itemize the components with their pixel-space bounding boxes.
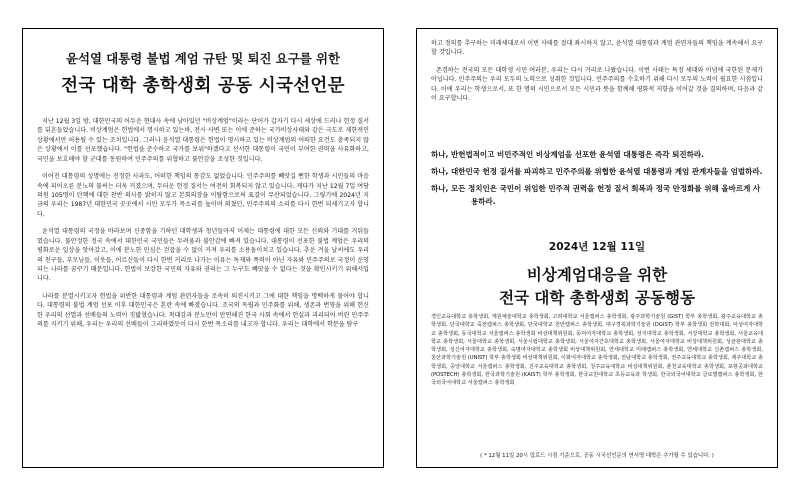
demand-item: 하나, 대한민국 헌정 질서를 파괴하고 민주주의를 위협한 윤석열 대통령과 계엄 관계자들을 엄벌하라. (431, 167, 763, 177)
statement-date: 2024년 12월 11일 (548, 241, 646, 253)
organization-name-line2: 전국 대학 총학생회 공동행동 (499, 289, 695, 307)
demands-list (431, 149, 763, 213)
organization-name-line1: 비상계엄대응을 위한 (526, 266, 668, 284)
statement-title: 전국 대학 총학생회 공동 시국선언문 (61, 76, 345, 96)
signatory-universities: 경인교육대학교 총학생회, 계원예술대학교 총학생회, 고려대학교 서울캠퍼스 총학생회, 광주과학기술원 (GIST) 학부 총학생회, 광주교육대학교 총학생회, 단국대학교 죽전캠퍼스 총학생회, 단국대학교 천안캠퍼스 총학생회, 대구경북과학기술원 (DGIST) 학부 총학생회 전학대회, 덕성여자대학교 총학생회, 동국대학교 서울캠퍼스 총학생회 비상대책위원회, 동덕여자대학교 총학생회, 상지대학교 총학생회, 서강대학교 총학생회, 서울교육대학교 총학생회, 서울대학교 총학생회, 서울시립대학교 총학생회, 서울여자간호대학교 총학생회, 서울여자대학교 비상대책위원회, 성균관대학교 총학생회, 성신여자대학교 총학생회, 숙명여자대학교 총학생회 비상대책위원회, 연세대학교 미래캠퍼스 총학생회, 연세대학교 신촌캠퍼스 총학생회, 울산과학기술원 (UNIST) 학부 총학생회 비상대책위원회, 이화여자대학교 총학생회, 전남대학교 총학생회, 전주교육대학교 총학생회, 제주대학교 총학생회, 중앙대학교 서울캠퍼스 총학생회, 진주교육대학교 총학생회, 청주교육대학교 비상대책위원회, 춘천교육대학교 총학생회, 포항공과대학교 (POSTECH) 총학생회, 한국과학기술원 (KAIST) 학부 총학생회, 한국교원대학교 초등교육과 학생회, 한국외국어대학교 글로벌캠퍼스 총학생회, 한국외국어대학교 서울캠퍼스 총학생회 (431, 314, 763, 387)
demand-item: 하나, 모든 정치인은 국민이 위임한 민주적 권력을 헌정 질서 회복과 정국 안정화를 위해 올바르게 사용하라. (431, 184, 761, 206)
statement-page-left (22, 28, 384, 468)
paragraph: 이어진 대통령의 성명에는 진정한 사과도, 어떠한 책임의 통감도 없었습니다. 민주주의를 빼앗길 뻔한 학생과 시민들의 마음속에 피어오른 분노의 불씨는 더욱 커졌으며, 두터운 헌정 질서는 여전히 회복되지 않고 있습니다. 게다가 지난 12월 7일 여당 의원 105명이 탄핵에 대한 찬반 의사를 밝히지 않고 본회의장을 이탈함으로써 표결이 무산되었습니다. 그렇기에 2024년 지금의 우리는 1987년 대한민국 곳곳에서 시민 모두가 목소리를 높이며 외쳤던, 민주주의의 소리를 다시 한번 되새기고자 합니다. (37, 173, 369, 218)
demand-item: 하나, 반헌법적이고 비민주적인 비상계엄을 선포한 윤석열 대통령은 즉각 퇴진하라. (431, 150, 704, 159)
paragraph: 하고 정의를 추구하는 미래세대로서 이번 사태를 절대 좌시하지 않고, 윤석열 대통령과 계엄 관련자들의 책임을 계속해서 요구할 것입니다. (431, 40, 763, 57)
statement-page-right (416, 28, 778, 468)
statement-body (37, 117, 369, 338)
paragraph: 나라를 분열시키고자 헌법을 위반한 대통령과 계엄 관련자들을 조속히 퇴진시키고 그에 대한 책임을 명백하게 물어야 합니다. 대통령의 불법 계엄 선포 이후 대한민국은 혼란 속에 빠졌습니다. 조국의 독립과 민주화를 위해, 생존과 번영을 위해 헌신한 우리의 선열과 선배들의 노력이 짓밟혔습니다. 척대감과 분노만이 만연해진 한국 사회 속에서 헌실과 괴리되어 버린 민주주의를 지키기 위해, 우리는 우리의 선배들이 그리하였듯이 다시 한번 목소리를 내고자 합니다. 우리는 대학에서 학문을 탐구 (37, 293, 369, 329)
footnote: ( * 12월 11일 20시 업로드 시점 기준으로, 공동 시국선언문의 연서명 대학은 추가될 수 있습니다. ) (480, 453, 714, 459)
paragraph: 존경하는 전국의 모든 대학생 시민 여러분, 우리는 다시 거리로 나왔습니다. 이번 사태는 특정 세대와 이념에 국한된 문제가 아닙니다. 민주주의는 우리 모두의 노력으로 성취한 것입니다. 민주주의를 수호하기 위해 다시 모두의 노력이 필요한 시점입니다. 이에 우리는 학생으로서, 또 한 명의 시민으로서 모든 시민과 뜻을 함께해 평화적 저항을 이어갈 것을 결의하며, 다음과 같이 요구합니다. (431, 66, 763, 103)
statement-subtitle: 윤석열 대통령 불법 계엄 규탄 및 퇴진 요구를 위한 (66, 51, 340, 66)
statement-body-continued (431, 39, 763, 111)
paragraph: 지난 12월 3일 밤, 대한민국의 어두운 현대사 속에 남아있던 "비상계엄"이라는 단어가 갑자기 다시 세상에 드러나 헌정 질서를 뒤흔들었습니다. 비상계엄은 헌법에서 명시하고 있는바, 전시·사변 또는 이에 준하는 국가비상사태와 같은 극도로 제한적인 상황에서만 허용될 수 있는 조치입니다. 그러나 윤석열 대통령은 헌법이 명시하고 있는 비상계엄의 어떠한 요건도 충족되지 않은 상황에서 이를 선포했습니다. "헌법을 준수하고 국가를 보위"하겠다고 선서한 대통령이 국민이 부여한 권력을 사유화하고, 국민을 보호해야 할 군대를 동원하여 민주주의를 위협하고 불안감을 조성한 것입니다. (37, 118, 369, 163)
paragraph: 윤석열 대통령의 국정을 바라보며 신중함을 기하던 대학생과 청년들마저 이제는 대통령에 대한 모든 신뢰와 기대를 거둬들였습니다. 불안정한 정국 속에서 대한민국 국민들은 두려움과 불안감에 빠져 있습니다. 대통령이 선포한 불법 계엄은 우리의 평화로운 일상을 앗아갔고, 이에 분노한 민심은 걷잡을 수 없이 커져 우리를 소용돌이치고 있습니다. 추운 겨울 날씨에도 우리의 친구들, 부모님들, 이웃들, 어르신들이 다시 한번 거리로 나가는 이유는 독재와 폭력이 아닌 자유와 민주주의로 국정이 운영되는 나라를 꿈꾸기 때문입니다. 헌법이 보장한 국민의 자유와 권리는 그 누구도 빼앗을 수 없다는 것을 확인시키기 위해서입니다. (37, 228, 369, 283)
